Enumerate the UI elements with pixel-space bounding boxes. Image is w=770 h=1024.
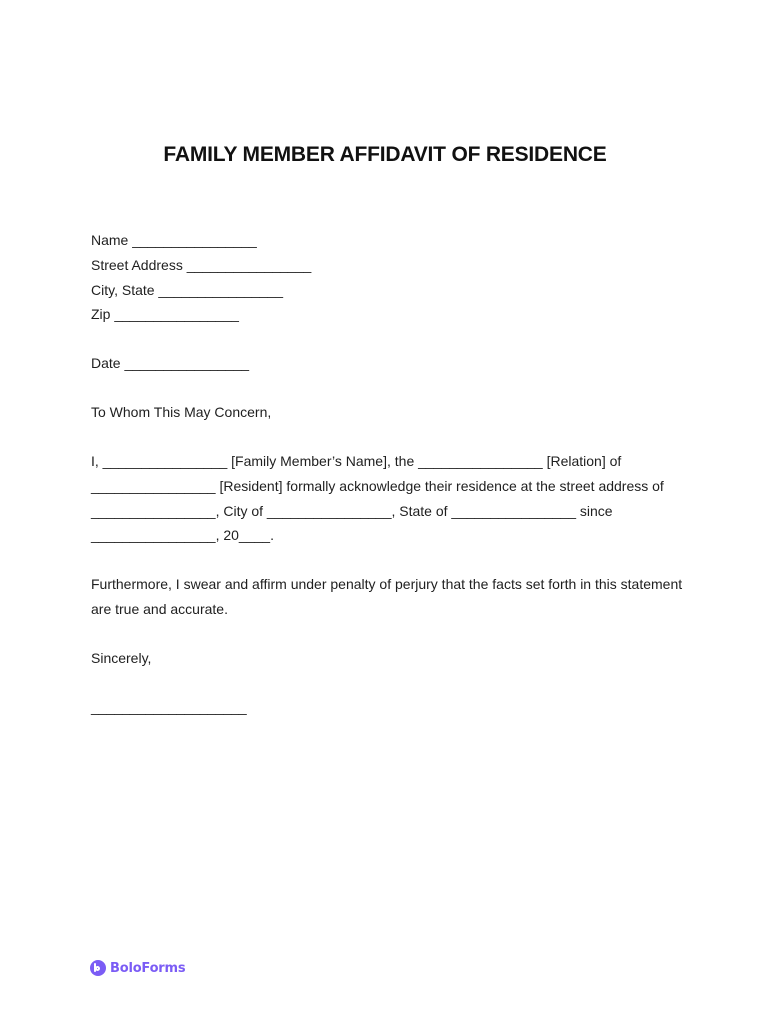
boloforms-logo: [90, 960, 185, 976]
salutation: To Whom This May Concern,: [91, 404, 272, 420]
boloforms-logo-text: BoloForms: [110, 960, 186, 976]
affirmation-line-2: are true and accurate.: [91, 601, 228, 617]
city-state-field: City, State ________________: [91, 282, 284, 298]
zip-field: Zip ________________: [91, 306, 239, 322]
name-field: Name ________________: [91, 232, 257, 248]
body-line-2: ________________ [Resident] formally acknowledge their residence at the street address of: [91, 478, 664, 494]
affirmation-line-1: Furthermore, I swear and affirm under penalty of perjury that the facts set forth in this statement: [91, 576, 683, 592]
body-line-4: ________________, 20____.: [91, 527, 274, 543]
body-line-3: ________________, City of ________________, State of ________________ since: [91, 503, 613, 519]
body-line-1: I, ________________ [Family Member’s Name], the ________________ [Relation] of: [91, 453, 622, 469]
signature-line: ____________________: [91, 699, 247, 715]
boloforms-logo-icon: [90, 960, 106, 976]
document-title: FAMILY MEMBER AFFIDAVIT OF RESIDENCE: [163, 143, 607, 166]
closing: Sincerely,: [91, 650, 152, 666]
date-field: Date ________________: [91, 355, 250, 371]
street-address-field: Street Address ________________: [91, 257, 312, 273]
